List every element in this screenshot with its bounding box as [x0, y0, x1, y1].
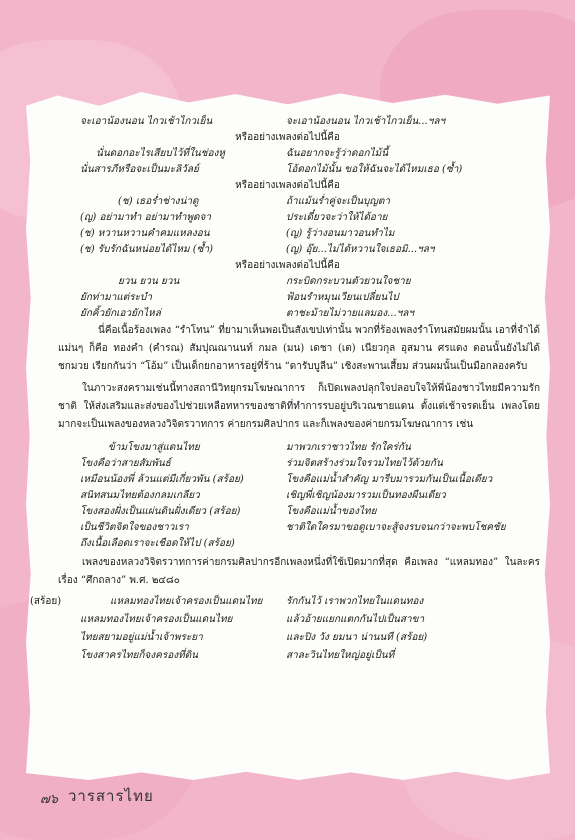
verse-left: (ญ) อย่ามาทำ อย่ามาทำพูดจา	[80, 212, 212, 223]
paragraph: เพลงของหลวงวิจิตรวาทการค่ายกรมศิลปากรอีกเพลงหนึ่งที่ใช้เปิดมากที่สุด คือเพลง “แหลมทอง” ในละครเรื่อง “ศึกถลาง” พ.ศ. ๒๔๘๐	[58, 557, 540, 586]
verse-left: ยักคิ้วยักเอวยักไหล่	[80, 308, 161, 319]
verse-left: โขงสองฝั่งเป็นแผ่นดินฝั่งเดียว (สร้อย)	[80, 506, 241, 517]
verse-left: เป็นชีวิตจิตใจของชาวเรา	[80, 522, 189, 533]
section-heading: หรืออย่างเพลงต่อไปนี้คือ	[235, 260, 340, 271]
verse-right: จะเอาน้องนอน ไกวเช้าไกวเย็น...ฯลฯ	[286, 116, 446, 127]
verse-right: (ญ) อุ๊ย...ไม่ได้หวานใจเธอมิ...ฯลฯ	[286, 244, 435, 255]
page-footer	[0, 778, 575, 812]
verse-left: ไทยสยามอยู่แม่น้ำเจ้าพระยา	[80, 632, 203, 643]
verse-left: ถึงเนื้อเลือดเราจะเชือดให้ไป (สร้อย)	[80, 538, 235, 549]
magazine-name: วารสารไทย	[68, 787, 154, 805]
verse-left: ข้ามโขงมาสู่แดนไทย	[108, 442, 200, 453]
verse-left: นั่นดอกอะไรเสียบไว้ที่ในช่องหู	[96, 148, 225, 159]
verse-right: รักกันไว้ เราพวกไทยในแดนทอง	[286, 596, 424, 607]
verse-left: โขงคือว่าสายสัมพันธ์	[80, 458, 171, 469]
verse-right: โขงคือแม่น้ำของไทย	[286, 506, 377, 517]
verse-left: นั่นสารภีหรือจะเป็นมะลิวัลย์	[80, 164, 199, 175]
page-number: ๗๖	[40, 792, 59, 807]
verse-right: ฟ้อนรำหมุนเวียนเปลี่ยนไป	[286, 292, 399, 303]
verse-left: (ช) หวานหวานคำคมแหลงอน	[80, 228, 210, 239]
verse-right: สาละวินไทยใหญ่อยู่เป็นที่	[286, 650, 395, 661]
verse-left: เหมือนน้องพี่ ล้วนแต่มีเกี่ยวพัน (สร้อย)	[80, 474, 244, 485]
paragraph: ในภาวะสงครามเช่นนี้ทางสถานีวิทยุกรมโฆษณาการ ก็เปิดเพลงปลุกใจปลอบใจให้พี่น้องชาวไทยมีความรักชาติ ให้ส่งเสริมและส่งของไปช่วยเหลือทหารของชาติที่ทำการรบอยู่บริเวณชายแดน ตั้งแต่เช้าจรดเย็น เพลงโดยมากจะเป็นเพลงของหลวงวิจิตรวาทการ ค่ายกรมศิลปากร และก็เพลงของค่ายกรมโฆษณาการ เช่น	[58, 383, 540, 430]
verse-left: โขงสาครไทยก็จงครองที่ดิน	[80, 650, 199, 661]
verse-right: (ญ) รู้ว่างอนมาวอนทำไม	[286, 228, 395, 239]
paragraph: นี่คือเนื้อร้องเพลง “รำโทน” ที่ยามาเห็นพอเป็นสังเขปเท่านั้น พวกที่ร้องเพลงรำโทนสมัยผมนั้น เอาที่จำได้แม่นๆ ก็คือ ทองคำ (คำรณ) สัมปุณณานนท์ กมล (มน) เดชา (เต) เนียวกุล อุสมาน ศรแดง ตอนนั้นยังไม่ได้ชกมวย เรียกกันว่า “โอ้ม” เป็นเด็กยกอาหารอยู่ที่ร้าน “ดารับบูลีน” เชิงสะพานเสี้ยม ส่วนผมนั้นเป็นมือกลองครับ	[58, 325, 540, 372]
verse-right: ฉันอยากจะรู้ว่าดอกไม้นี้	[286, 148, 389, 159]
verse-right: มาพวกเราชาวไทย รักใคร่กัน	[286, 442, 411, 453]
verse-right: ประเดี๋ยวจะว่าให้ได้อาย	[286, 212, 388, 223]
verse-left: ยวน ยวน ยวน	[118, 276, 180, 287]
verse-right: โขงคือแม่น้ำสำคัญ มารีบมารวมกันเป็นเนื้อเดียว	[286, 474, 493, 485]
verse-left: แหลมทองไทยเจ้าครองเป็นแดนไทย	[110, 596, 263, 607]
verse-left: (ช) รับรักฉันหน่อยได้ไหม (ซ้ำ)	[80, 244, 213, 255]
verse-right: ถ้าแม้นร่ำคู่จะเป็นบุญตา	[286, 196, 391, 207]
verse-right: ร่วมจิตสร้างร่วมใจรวมไทยไว้ด้วยกัน	[286, 458, 443, 469]
verse-right: ตาชะม้ายไม่วายแลมอง...ฯลฯ	[286, 308, 414, 319]
section-heading: หรืออย่างเพลงต่อไปนี้คือ	[235, 180, 340, 191]
verse-left: จะเอาน้องนอน ไกวเช้าไกวเย็น	[80, 116, 213, 127]
verse-left: แหลมทองไทยเจ้าครองเป็นแดนไทย	[80, 614, 233, 625]
verse-right: แล้วอ้ายแยกแตกกันไปเป็นสาขา	[286, 614, 425, 625]
verse-right: เชิญพี่เชิญน้องมารวมเป็นทองผืนเดียว	[286, 490, 446, 501]
section-heading: หรืออย่างเพลงต่อไปนี้คือ	[235, 132, 340, 143]
verse-right: กระบิดกระบวนตัวยวนใจชาย	[286, 276, 411, 287]
verse-left: ยักท่ามาแต่ระบำ	[80, 292, 152, 303]
verse-right: โอ้ดอกไม้นั้น ขอให้ฉันจะได้ไหมเธอ (ซ้ำ)	[286, 164, 463, 175]
verse-left: สนิทสนมไทยต้องกลมเกลียว	[80, 490, 200, 501]
verse-right: ชาติใดใครมาขอดูเบาจะสู้จงรบจนกว่าจะพบโชคชัย	[286, 522, 506, 533]
verse-left: (ช) เธอร่ำช่างน่าดู	[118, 196, 199, 207]
verse-right: และปิง วัง ยมนา น่านนที (สร้อย)	[286, 632, 428, 643]
refrain-marker: (สร้อย)	[30, 596, 62, 607]
